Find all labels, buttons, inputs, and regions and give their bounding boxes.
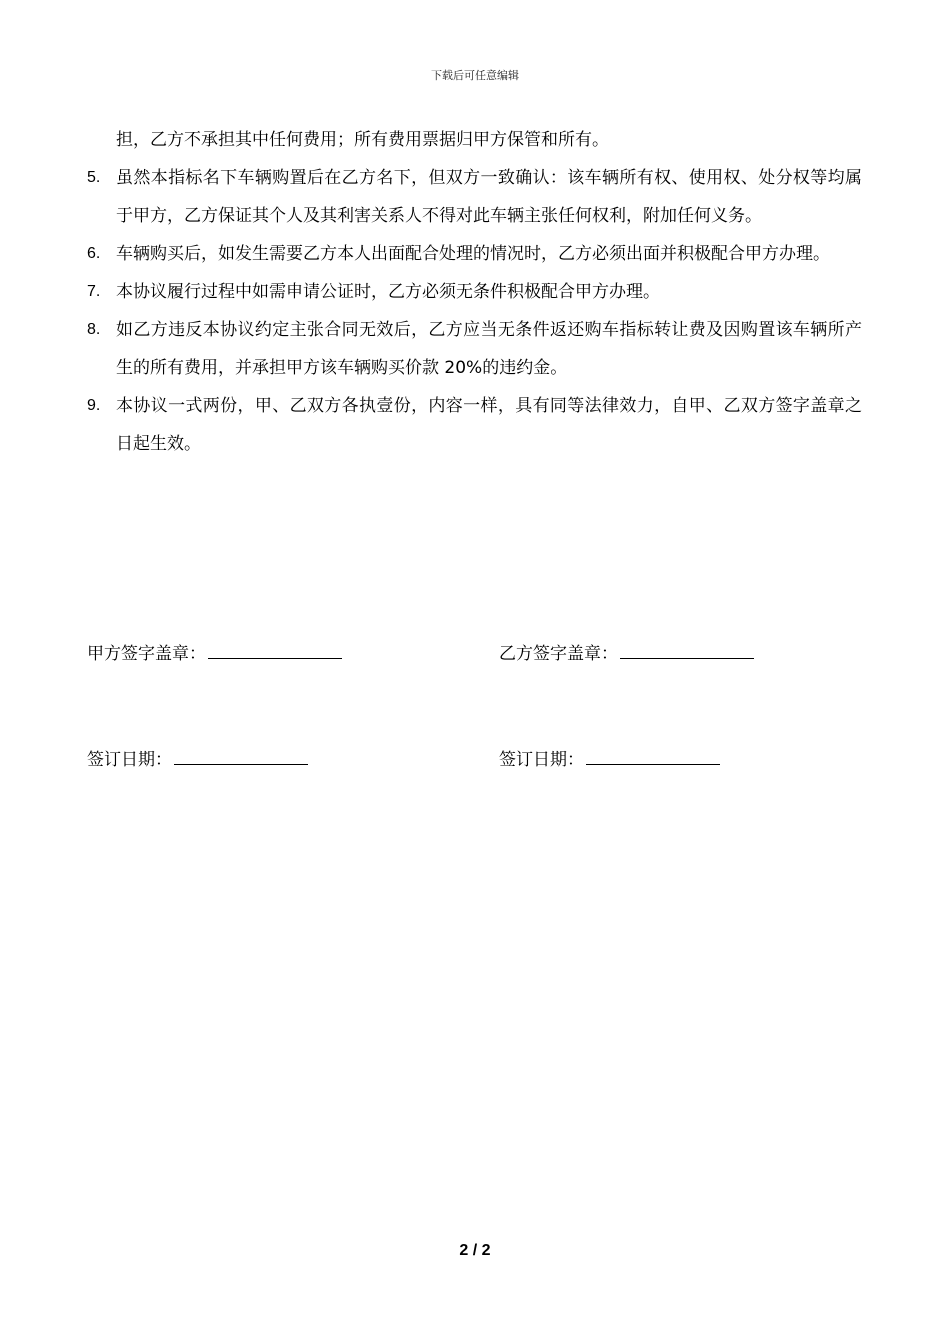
item-number: 6.	[87, 245, 101, 262]
party-a-sign-blank	[208, 641, 342, 659]
list-item	[87, 273, 862, 311]
party-b-sign-label: 乙方签字盖章：	[499, 644, 618, 664]
document-body	[87, 121, 862, 463]
list-item	[87, 159, 862, 235]
item-text: 虽然本指标名下车辆购置后在乙方名下，但双方一致确认：该车辆所有权、使用权、处分权等均属于甲方，乙方保证其个人及其利害关系人不得对此车辆主张任何权利，附加任何义务。	[116, 168, 862, 226]
page-number: 2 / 2	[459, 1242, 491, 1259]
party-b-sign-blank	[620, 641, 754, 659]
party-a-date-blank	[174, 747, 308, 765]
party-a-sign-label: 甲方签字盖章：	[87, 644, 206, 664]
item-number: 5.	[87, 169, 101, 186]
party-b-date-blank	[586, 747, 720, 765]
item-number: 9.	[87, 397, 101, 414]
signature-row	[87, 641, 862, 665]
item-text: 本协议一式两份，甲、乙双方各执壹份，内容一样，具有同等法律效力，自甲、乙双方签字盖章之日起生效。	[116, 396, 862, 454]
party-a-date	[87, 747, 308, 772]
item-number: 8.	[87, 321, 101, 338]
item-number: 7.	[87, 283, 101, 300]
continuation-text: 担，乙方不承担其中任何费用；所有费用票据归甲方保管和所有。	[116, 130, 609, 150]
list-item	[87, 387, 862, 463]
list-item	[87, 311, 862, 387]
item-text: 车辆购买后，如发生需要乙方本人出面配合处理的情况时，乙方必须出面并积极配合甲方办理。	[116, 244, 830, 264]
item-text: 如乙方违反本协议约定主张合同无效后，乙方应当无条件返还购车指标转让费及因购置该车辆所产生的所有费用，并承担甲方该车辆购买价款 20%的违约金。	[116, 320, 862, 378]
party-a-signature	[87, 641, 342, 666]
header-note: 下载后可任意编辑	[431, 69, 519, 82]
party-b-date-label: 签订日期：	[499, 750, 584, 770]
date-row	[87, 747, 862, 771]
party-b-signature	[499, 641, 754, 666]
list-item	[87, 235, 862, 273]
party-b-date	[499, 747, 720, 772]
party-a-date-label: 签订日期：	[87, 750, 172, 770]
item-text: 本协议履行过程中如需申请公证时，乙方必须无条件积极配合甲方办理。	[116, 282, 660, 302]
